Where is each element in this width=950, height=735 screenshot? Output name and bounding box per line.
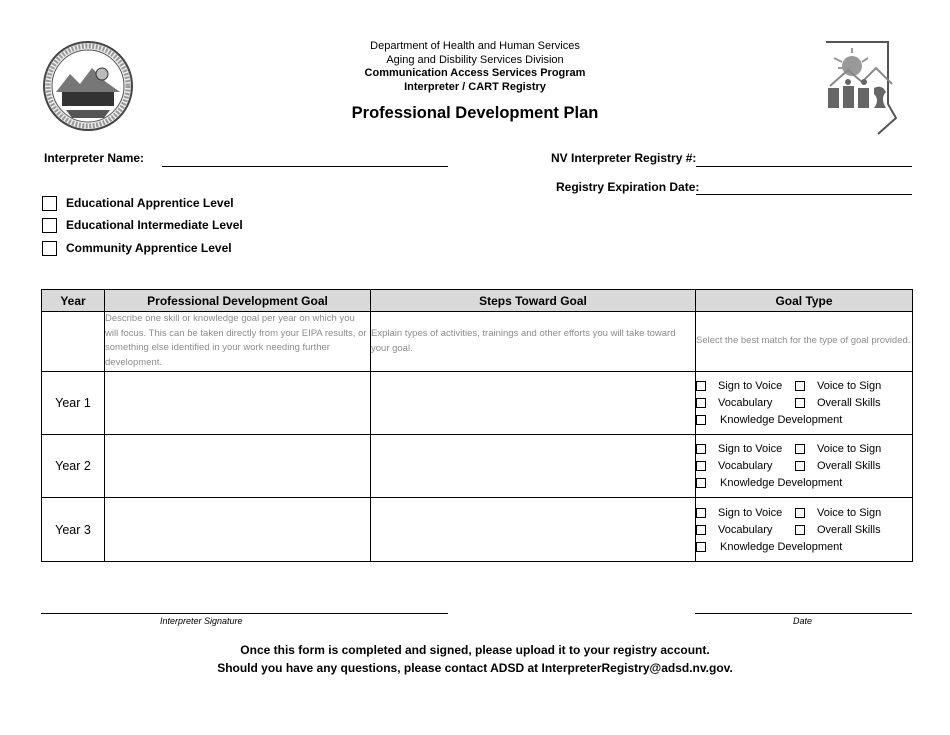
goal-input-cell[interactable] — [105, 435, 371, 498]
voice-to-sign-checkbox[interactable] — [795, 444, 805, 454]
table-row — [42, 372, 913, 435]
table-row — [42, 435, 913, 498]
expiration-date-field[interactable] — [696, 194, 912, 195]
instruction-row — [42, 312, 913, 372]
voice-to-sign-checkbox[interactable] — [795, 381, 805, 391]
sign-to-voice-label: Sign to Voice — [718, 380, 783, 392]
vocabulary-checkbox[interactable] — [696, 398, 706, 408]
sign-to-voice-label: Sign to Voice — [718, 506, 783, 519]
program-name: Communication Access Services Program — [364, 67, 586, 79]
expiration-date-label: Registry Expiration Date: — [556, 180, 700, 194]
dhhs-logo-icon — [822, 38, 898, 136]
vocabulary-label: Vocabulary — [718, 397, 773, 409]
level-label: Educational Intermediate Level — [66, 218, 243, 232]
goal-instruction: Describe one skill or knowledge goal per year on which you will focus. This can be taken directly from your EIPA results, or something else identified in your work needing further development. — [105, 312, 371, 372]
sign-to-voice-checkbox[interactable] — [696, 508, 706, 518]
registry-number-label: NV Interpreter Registry #: — [551, 151, 697, 165]
registry-name: Interpreter / CART Registry — [404, 80, 546, 93]
level-checkbox[interactable] — [42, 196, 57, 211]
division-name: Aging and Disbility Services Division — [386, 53, 564, 66]
vocabulary-label: Vocabulary — [718, 523, 773, 536]
voice-to-sign-label: Voice to Sign — [817, 443, 882, 455]
sign-to-voice-checkbox[interactable] — [696, 444, 706, 454]
footer-upload-instruction: Once this form is completed and signed, please upload it to your registry account. — [240, 643, 710, 657]
sign-to-voice-label: Sign to Voice — [718, 443, 783, 455]
year-cell: Year 1 — [42, 372, 105, 435]
level-checkbox[interactable] — [42, 218, 57, 233]
overall-skills-label: Overall Skills — [817, 523, 881, 536]
date-field[interactable] — [695, 613, 912, 614]
table-row — [42, 498, 913, 562]
development-plan-table — [41, 289, 913, 562]
interpreter-name-field[interactable] — [162, 166, 448, 167]
voice-to-sign-label: Voice to Sign — [817, 380, 882, 392]
date-caption: Date — [793, 616, 813, 626]
document-header — [0, 40, 950, 94]
goal-type-instruction: Select the best match for the type of goal provided. — [696, 312, 913, 372]
knowledge-development-checkbox[interactable] — [696, 542, 706, 552]
level-label: Educational Apprentice Level — [66, 196, 234, 210]
sign-to-voice-checkbox[interactable] — [696, 381, 706, 391]
level-label: Community Apprentice Level — [66, 241, 232, 255]
vocabulary-checkbox[interactable] — [696, 461, 706, 471]
steps-input-cell[interactable] — [371, 372, 696, 435]
interpreter-name-label: Interpreter Name: — [44, 151, 145, 165]
vocabulary-checkbox[interactable] — [696, 525, 706, 535]
vocabulary-label: Vocabulary — [718, 460, 773, 472]
year-cell: Year 2 — [42, 435, 105, 498]
goal-type-cell — [696, 372, 913, 435]
column-header-goal: Professional Development Goal — [105, 290, 371, 312]
overall-skills-label: Overall Skills — [817, 460, 881, 472]
table-header-row — [42, 290, 913, 312]
goal-input-cell[interactable] — [105, 498, 371, 562]
level-checkbox[interactable] — [42, 241, 57, 256]
level-option-educational-intermediate[interactable] — [42, 216, 243, 234]
knowledge-development-label: Knowledge Development — [720, 477, 843, 489]
voice-to-sign-checkbox[interactable] — [795, 508, 805, 518]
instruction-year-cell — [42, 312, 105, 372]
column-header-year: Year — [42, 290, 105, 312]
registry-number-field[interactable] — [696, 166, 912, 167]
goal-type-cell — [696, 498, 913, 562]
level-option-educational-apprentice[interactable] — [42, 194, 234, 212]
year-cell: Year 3 — [42, 498, 105, 562]
department-name: Department of Health and Human Services — [370, 40, 580, 52]
footer-contact-instruction: Should you have any questions, please contact ADSD at InterpreterRegistry@adsd.nv.gov. — [217, 661, 733, 675]
goal-type-cell — [696, 435, 913, 498]
knowledge-development-checkbox[interactable] — [696, 415, 706, 425]
column-header-goal-type: Goal Type — [696, 290, 913, 312]
goal-input-cell[interactable] — [105, 372, 371, 435]
interpreter-signature-field[interactable] — [41, 613, 448, 614]
overall-skills-checkbox[interactable] — [795, 398, 805, 408]
overall-skills-checkbox[interactable] — [795, 461, 805, 471]
page-title: Professional Development Plan — [351, 104, 599, 122]
level-option-community-apprentice[interactable] — [42, 239, 232, 257]
overall-skills-checkbox[interactable] — [795, 525, 805, 535]
knowledge-development-checkbox[interactable] — [696, 478, 706, 488]
voice-to-sign-label: Voice to Sign — [817, 506, 882, 519]
knowledge-development-label: Knowledge Development — [720, 540, 843, 553]
steps-input-cell[interactable] — [371, 435, 696, 498]
knowledge-development-label: Knowledge Development — [720, 414, 843, 426]
overall-skills-label: Overall Skills — [817, 397, 881, 409]
steps-instruction: Explain types of activities, trainings and other efforts you will take toward your goal. — [371, 312, 696, 372]
steps-input-cell[interactable] — [371, 498, 696, 562]
interpreter-signature-caption: Interpreter Signature — [160, 616, 243, 626]
column-header-steps: Steps Toward Goal — [371, 290, 696, 312]
